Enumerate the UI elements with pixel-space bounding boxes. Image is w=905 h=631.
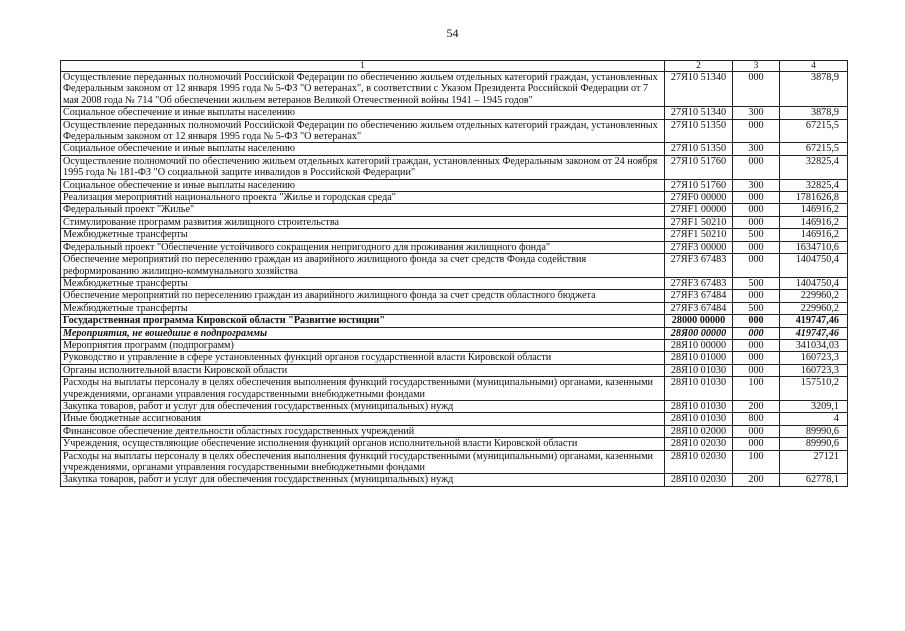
table-row	[61, 155, 848, 179]
table-row	[61, 327, 848, 339]
table-row	[61, 216, 848, 228]
row-code-cell: 27Я10 51760	[665, 179, 733, 191]
row-code-cell: 28Я10 02030	[665, 450, 733, 474]
row-code-cell: 27ЯF3 67483	[665, 277, 733, 289]
row-code-cell: 28Я10 01030	[665, 377, 733, 401]
row-type-cell: 000	[733, 204, 780, 216]
row-code-cell: 27Я10 51340	[665, 107, 733, 119]
row-type-cell: 000	[733, 315, 780, 327]
row-name-cell: Социальное обеспечение и иные выплаты населению	[61, 107, 665, 119]
row-type-cell: 200	[733, 474, 780, 486]
row-name-cell: Мероприятия, не вошедшие в подпрограммы	[61, 327, 665, 339]
table-row	[61, 339, 848, 351]
table-row	[61, 450, 848, 474]
table-row	[61, 425, 848, 437]
row-code-cell: 28000 00000	[665, 315, 733, 327]
row-name-cell: Федеральный проект "Обеспечение устойчивого сокращения непригодного для проживания жилищного фонда"	[61, 241, 665, 253]
row-type-cell: 000	[733, 438, 780, 450]
row-sum-cell: 3878,9	[780, 72, 848, 107]
table-row	[61, 204, 848, 216]
table-row	[61, 400, 848, 412]
table-row	[61, 438, 848, 450]
row-name-cell: Иные бюджетные ассигнования	[61, 413, 665, 425]
row-name-cell: Межбюджетные трансферты	[61, 229, 665, 241]
row-name-cell: Финансовое обеспечение деятельности областных государственных учреждений	[61, 425, 665, 437]
row-name-cell: Федеральный проект "Жилье"	[61, 204, 665, 216]
row-name-cell: Закупка товаров, работ и услуг для обеспечения государственных (муниципальных) нужд	[61, 474, 665, 486]
table-row	[61, 352, 848, 364]
row-code-cell: 27Я10 51760	[665, 155, 733, 179]
table-header-row	[61, 61, 848, 72]
row-code-cell: 28Я10 01030	[665, 364, 733, 376]
header-col-3: 3	[733, 61, 780, 72]
row-code-cell: 27ЯF1 50210	[665, 216, 733, 228]
row-sum-cell: 419747,46	[780, 327, 848, 339]
table-row	[61, 254, 848, 278]
row-name-cell: Органы исполнительной власти Кировской области	[61, 364, 665, 376]
table-row	[61, 192, 848, 204]
row-code-cell: 28Я10 00000	[665, 339, 733, 351]
table-row	[61, 377, 848, 401]
row-sum-cell: 62778,1	[780, 474, 848, 486]
row-type-cell: 000	[733, 155, 780, 179]
row-name-cell: Осуществление переданных полномочий Российской Федерации по обеспечению жильем отдельных категорий граждан, установленных Федеральным законом от 12 января 1995 года № 5-ФЗ "О ветеранах"	[61, 119, 665, 143]
header-col-4: 4	[780, 61, 848, 72]
row-type-cell: 800	[733, 413, 780, 425]
table-row	[61, 72, 848, 107]
row-sum-cell: 341034,03	[780, 339, 848, 351]
row-name-cell: Мероприятия программ (подпрограмм)	[61, 339, 665, 351]
row-type-cell: 000	[733, 241, 780, 253]
row-code-cell: 27ЯF3 00000	[665, 241, 733, 253]
row-code-cell: 27ЯF3 67484	[665, 302, 733, 314]
row-type-cell: 000	[733, 352, 780, 364]
row-name-cell: Государственная программа Кировской области "Развитие юстиции"	[61, 315, 665, 327]
row-code-cell: 27Я10 51340	[665, 72, 733, 107]
row-name-cell: Обеспечение мероприятий по переселению граждан из аварийного жилищного фонда за счет средств Фонда содействия реформированию жилищно-коммунального хозяйства	[61, 254, 665, 278]
row-type-cell: 000	[733, 327, 780, 339]
row-sum-cell: 89990,6	[780, 438, 848, 450]
row-code-cell: 27ЯF3 67484	[665, 290, 733, 302]
row-sum-cell: 146916,2	[780, 204, 848, 216]
row-sum-cell: 229960,2	[780, 302, 848, 314]
row-sum-cell: 157510,2	[780, 377, 848, 401]
header-col-1: 1	[61, 61, 665, 72]
table-row	[61, 474, 848, 486]
row-sum-cell: 4	[780, 413, 848, 425]
row-sum-cell: 160723,3	[780, 352, 848, 364]
row-sum-cell: 160723,3	[780, 364, 848, 376]
row-sum-cell: 1404750,4	[780, 254, 848, 278]
row-name-cell: Социальное обеспечение и иные выплаты населению	[61, 143, 665, 155]
row-type-cell: 000	[733, 216, 780, 228]
row-sum-cell: 146916,2	[780, 229, 848, 241]
row-sum-cell: 1404750,4	[780, 277, 848, 289]
row-sum-cell: 67215,5	[780, 119, 848, 143]
row-name-cell: Учреждения, осуществляющие обеспечение исполнения функций органов исполнительной власти Кировской области	[61, 438, 665, 450]
row-name-cell: Обеспечение мероприятий по переселению граждан из аварийного жилищного фонда за счет средств областного бюджета	[61, 290, 665, 302]
table-row	[61, 290, 848, 302]
row-name-cell: Расходы на выплаты персоналу в целях обеспечения выполнения функций государственными (муниципальными) органами, казенными учреждениями, органами управления государственными внебюджетными фондами	[61, 377, 665, 401]
row-type-cell: 000	[733, 72, 780, 107]
row-code-cell: 27Я10 51350	[665, 119, 733, 143]
row-name-cell: Руководство и управление в сфере установленных функций органов государственной власти Кировской области	[61, 352, 665, 364]
budget-table	[60, 60, 848, 487]
row-type-cell: 300	[733, 179, 780, 191]
row-type-cell: 500	[733, 302, 780, 314]
row-code-cell: 28Я10 02030	[665, 438, 733, 450]
row-name-cell: Закупка товаров, работ и услуг для обеспечения государственных (муниципальных) нужд	[61, 400, 665, 412]
row-name-cell: Межбюджетные трансферты	[61, 302, 665, 314]
row-sum-cell: 1781626,8	[780, 192, 848, 204]
table-row	[61, 229, 848, 241]
row-type-cell: 000	[733, 364, 780, 376]
row-name-cell: Осуществление переданных полномочий Российской Федерации по обеспечению жильем отдельных категорий граждан, установленных Федеральным законом от 12 января 1995 года № 5-ФЗ "О ветеранах", в соответствии с Указом Президента Российской Федерации от 7 мая 2008 года № 714 "Об обеспечении жильем ветеранов Великой Отечественной войны 1941 – 1945 годов"	[61, 72, 665, 107]
row-sum-cell: 1634710,6	[780, 241, 848, 253]
table-row	[61, 143, 848, 155]
table-row	[61, 179, 848, 191]
row-sum-cell: 229960,2	[780, 290, 848, 302]
table-row	[61, 119, 848, 143]
row-type-cell: 000	[733, 290, 780, 302]
row-sum-cell: 3209,1	[780, 400, 848, 412]
table-row	[61, 364, 848, 376]
row-type-cell: 300	[733, 107, 780, 119]
table-row	[61, 241, 848, 253]
row-type-cell: 300	[733, 143, 780, 155]
row-type-cell: 000	[733, 425, 780, 437]
row-code-cell: 28Я00 00000	[665, 327, 733, 339]
row-type-cell: 100	[733, 450, 780, 474]
row-name-cell: Реализация мероприятий национального проекта "Жилье и городская среда"	[61, 192, 665, 204]
table-row	[61, 315, 848, 327]
row-type-cell: 500	[733, 229, 780, 241]
row-type-cell: 200	[733, 400, 780, 412]
table-row	[61, 302, 848, 314]
row-name-cell: Социальное обеспечение и иные выплаты населению	[61, 179, 665, 191]
row-code-cell: 27ЯF1 00000	[665, 204, 733, 216]
row-name-cell: Осуществление полномочий по обеспечению жильем отдельных категорий граждан, установленных Федеральным законом от 24 ноября 1995 года № 181-ФЗ "О социальной защите инвалидов в Российской Федерации"	[61, 155, 665, 179]
row-code-cell: 28Я10 02030	[665, 474, 733, 486]
row-sum-cell: 32825,4	[780, 179, 848, 191]
table-row	[61, 413, 848, 425]
row-code-cell: 27ЯF0 00000	[665, 192, 733, 204]
row-type-cell: 000	[733, 119, 780, 143]
row-sum-cell: 32825,4	[780, 155, 848, 179]
row-sum-cell: 27121	[780, 450, 848, 474]
row-code-cell: 27Я10 51350	[665, 143, 733, 155]
table-row	[61, 107, 848, 119]
header-col-2: 2	[665, 61, 733, 72]
row-sum-cell: 67215,5	[780, 143, 848, 155]
row-code-cell: 27ЯF3 67483	[665, 254, 733, 278]
row-code-cell: 28Я10 02000	[665, 425, 733, 437]
row-sum-cell: 89990,6	[780, 425, 848, 437]
row-sum-cell: 3878,9	[780, 107, 848, 119]
row-type-cell: 000	[733, 192, 780, 204]
row-type-cell: 000	[733, 339, 780, 351]
row-code-cell: 28Я10 01030	[665, 400, 733, 412]
row-sum-cell: 419747,46	[780, 315, 848, 327]
row-type-cell: 100	[733, 377, 780, 401]
row-type-cell: 500	[733, 277, 780, 289]
row-type-cell: 000	[733, 254, 780, 278]
row-code-cell: 28Я10 01000	[665, 352, 733, 364]
row-code-cell: 28Я10 01030	[665, 413, 733, 425]
table-row	[61, 277, 848, 289]
page-number: 54	[446, 26, 459, 40]
row-sum-cell: 146916,2	[780, 216, 848, 228]
row-code-cell: 27ЯF1 50210	[665, 229, 733, 241]
row-name-cell: Межбюджетные трансферты	[61, 277, 665, 289]
row-name-cell: Расходы на выплаты персоналу в целях обеспечения выполнения функций государственными (муниципальными) органами, казенными учреждениями, органами управления государственными внебюджетными фондами	[61, 450, 665, 474]
row-name-cell: Стимулирование программ развития жилищного строительства	[61, 216, 665, 228]
